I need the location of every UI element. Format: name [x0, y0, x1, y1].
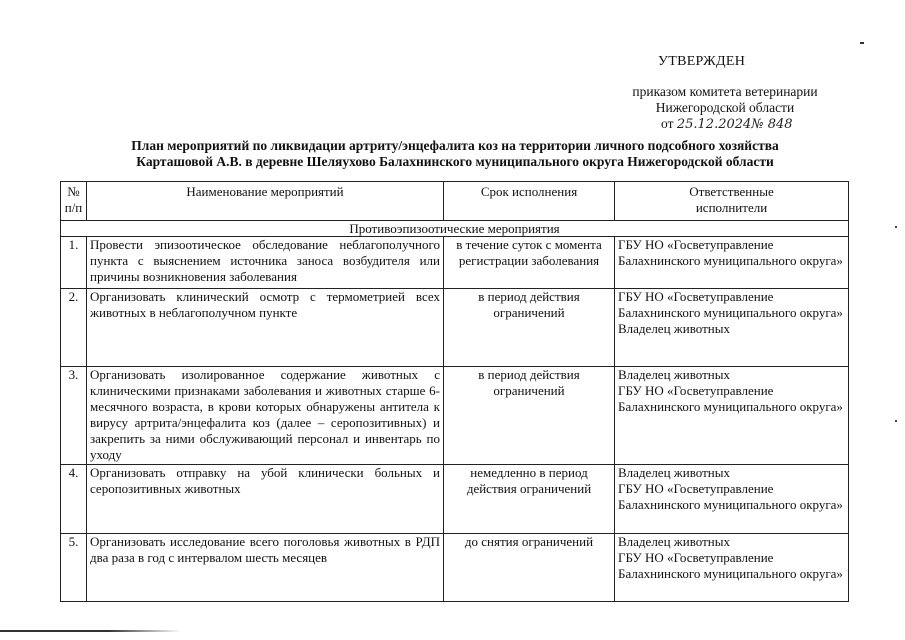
row-resp: [615, 465, 849, 534]
row-term: до снятия ограничений: [444, 534, 615, 602]
resp-entry: Владелец животных: [618, 465, 730, 480]
table-row: [61, 367, 849, 465]
measures-table: [60, 181, 849, 602]
table-row: [61, 534, 849, 602]
scan-speck: [895, 420, 897, 422]
table-row: [61, 237, 849, 289]
scan-speck: [860, 42, 864, 44]
approval-date-line: [610, 116, 840, 133]
header-num-line-2: п/п: [64, 200, 83, 215]
document-title: [60, 138, 850, 170]
resp-entry: Владелец животных: [618, 367, 730, 382]
resp-entry: ГБУ НО «Госветуправление Балахнинского муниципального округа»: [618, 550, 843, 581]
row-num: 5.: [61, 534, 87, 602]
header-resp: [615, 182, 849, 221]
row-resp: [615, 367, 849, 465]
header-num-line-1: №: [67, 184, 80, 199]
resp-entry: ГБУ НО «Госветуправление Балахнинского муниципального округа»: [618, 289, 843, 320]
header-resp-line-1: Ответственные: [689, 184, 774, 199]
row-name: Организовать изолированное содержание животных с клиническими признаками заболевания и животных старше 6-месячного возраста, в крови которых обнаружены антитела к вирусу артрита/энцефалита коз (далее – серопозитивных) и закрепить за ними обслуживающий персонал и инвентарь по уходу: [87, 367, 444, 465]
resp-entry: Владелец животных: [618, 534, 730, 549]
table-row: [61, 289, 849, 367]
approval-date-prefix: от: [661, 116, 674, 131]
row-num: 2.: [61, 289, 87, 367]
header-name: Наименование мероприятий: [87, 182, 444, 221]
handwritten-date-number: 25.12.2024№ 848: [676, 117, 793, 132]
row-num: 1.: [61, 237, 87, 289]
row-term: в период действия ограничений: [444, 367, 615, 465]
row-resp: [615, 289, 849, 367]
row-term: в течение суток с момента регистрации заболевания: [444, 237, 615, 289]
approval-heading: УТВЕРЖДЕН: [658, 54, 746, 69]
resp-entry: ГБУ НО «Госветуправление Балахнинского муниципального округа»: [618, 481, 843, 512]
approval-block: [610, 54, 840, 133]
row-name: Организовать отправку на убой клинически больных и серопозитивных животных: [87, 465, 444, 534]
title-line-2: Карташовой А.В. в деревне Шеляухово Балахнинского муниципального округа Нижегородской области: [136, 154, 774, 169]
row-term: в период действия ограничений: [444, 289, 615, 367]
header-term: Срок исполнения: [444, 182, 615, 221]
row-name: Организовать исследование всего поголовья животных в РДП два раза в год с интервалом шесть месяцев: [87, 534, 444, 602]
approval-line-1: приказом комитета ветеринарии: [632, 84, 818, 99]
row-resp: [615, 534, 849, 602]
row-name: Организовать клинический осмотр с термометрией всех животных в неблагополучном пункте: [87, 289, 444, 367]
row-num: 3.: [61, 367, 87, 465]
table-row: [61, 465, 849, 534]
row-name: Провести эпизоотическое обследование неблагополучного пункта с выяснением источника заноса возбудителя или причины возникновения заболевания: [87, 237, 444, 289]
row-num: 4.: [61, 465, 87, 534]
section-title: Противоэпизоотические мероприятия: [61, 221, 849, 237]
resp-entry: ГБУ НО «Госветуправление Балахнинского муниципального округа»: [618, 237, 843, 268]
header-resp-line-2: исполнители: [695, 200, 768, 215]
scan-speck: [895, 226, 897, 228]
resp-entry: ГБУ НО «Госветуправление Балахнинского муниципального округа»: [618, 383, 843, 414]
approval-line-2: Нижегородской области: [655, 100, 795, 115]
header-num: [61, 182, 87, 221]
section-row: [61, 221, 849, 237]
title-line-1: План мероприятий по ликвидации артриту/энцефалита коз на территории личного подсобного хозяйства: [131, 138, 779, 153]
scan-edge-line: [0, 630, 905, 632]
row-resp: [615, 237, 849, 289]
resp-entry: Владелец животных: [618, 321, 730, 336]
row-term: немедленно в период действия ограничений: [444, 465, 615, 534]
table-header-row: [61, 182, 849, 221]
